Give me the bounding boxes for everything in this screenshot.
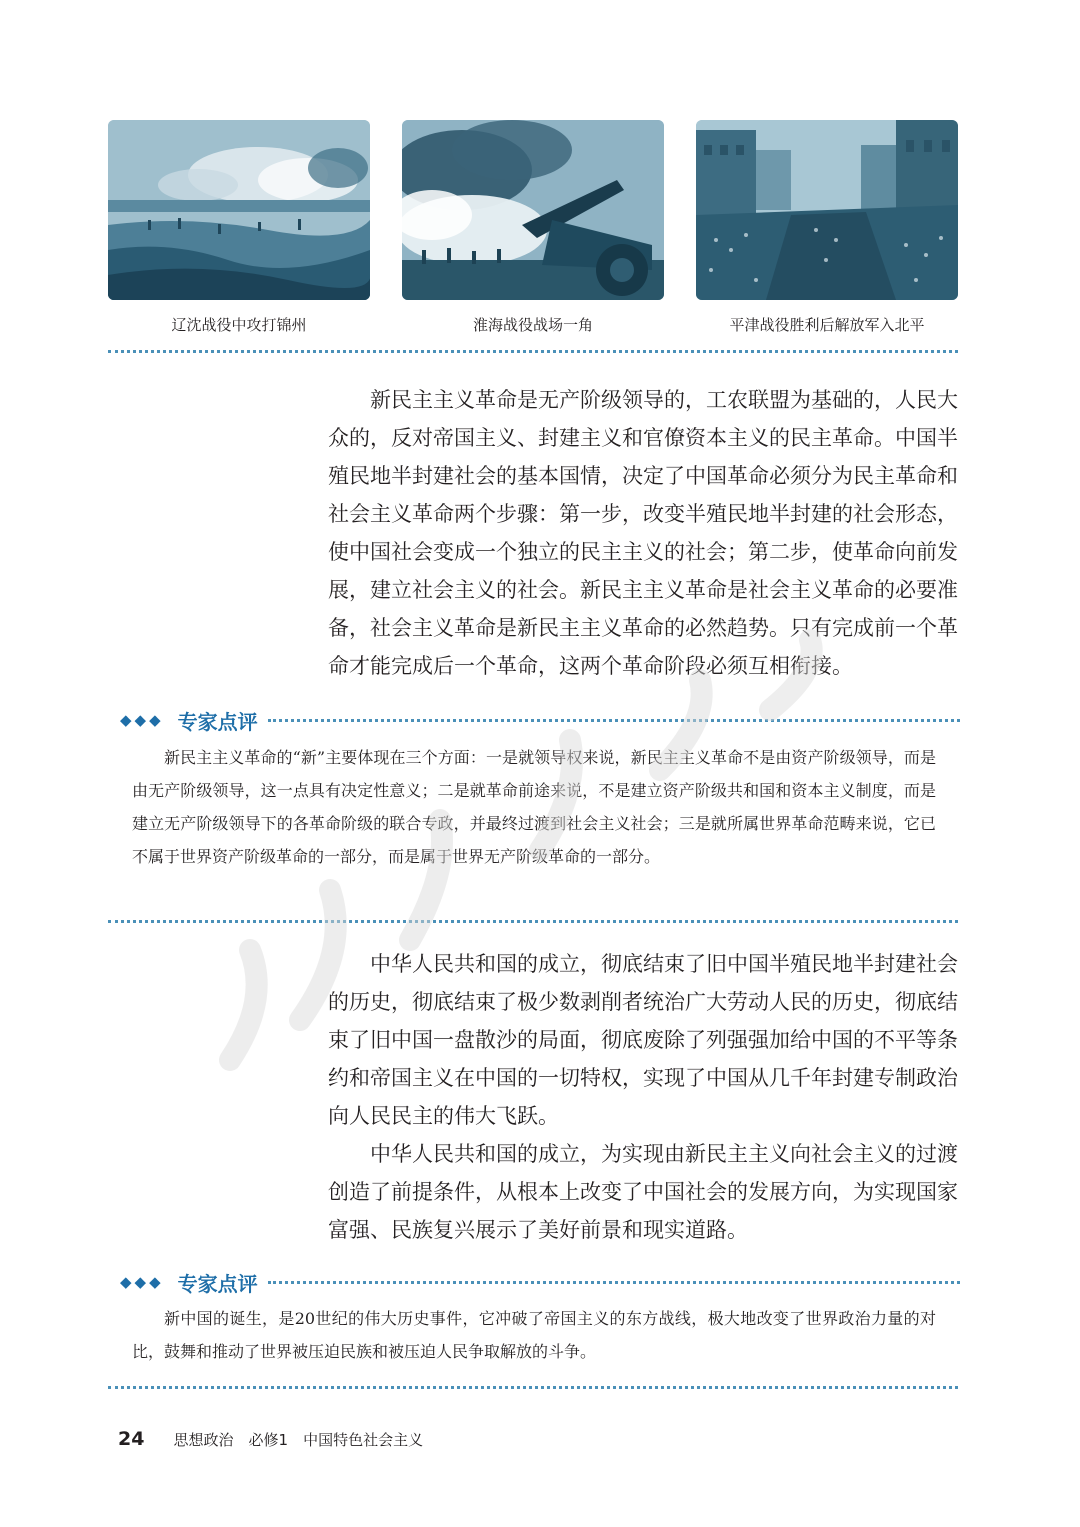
section-new-democratic-revolution [328, 381, 958, 685]
expert-comment-body [132, 1302, 936, 1368]
photo-jinzhou-battle [108, 120, 370, 300]
divider [268, 719, 960, 722]
photo-caption-jinzhou: 辽沈战役中攻打锦州 [171, 316, 307, 334]
body-paragraph: 新民主主义革命是无产阶级领导的，工农联盟为基础的，人民大众的，反对帝国主义、封建主义和官僚资本主义的民主革命。中国半殖民地半封建社会的基本国情，决定了中国革命必须分为民主革命和社会主义革命两个步骤：第一步，改变半殖民地半封建的社会形态，使中国社会变成一个独立的民主主义的社会；第二步，使革命向前发展，建立社会主义的社会。新民主主义革命是社会主义革命的必要准备，社会主义革命是新民主主义革命的必然趋势。只有完成前一个革命才能完成后一个革命，这两个革命阶段必须互相衔接。 [328, 388, 958, 678]
photo-row [108, 120, 958, 300]
body-paragraph: 中华人民共和国的成立，彻底结束了旧中国半殖民地半封建社会的历史，彻底结束了极少数剥削者统治广大劳动人民的历史，彻底结束了旧中国一盘散沙的局面，彻底废除了列强强加给中国的不平等条约和帝国主义在中国的一切特权，实现了中国从几千年封建专制政治向人民民主的伟大飞跃。 [328, 952, 958, 1128]
photo-caption-huaihai: 淮海战役战场一角 [472, 316, 593, 334]
book-title: 思想政治 必修1 中国特色社会主义 [173, 1431, 424, 1449]
expert-comment-title: 专家点评 [177, 709, 258, 734]
page-footer [118, 1428, 423, 1450]
photo-huaihai-battlefield [402, 120, 664, 300]
divider [268, 1281, 960, 1284]
diamond-bullet-icon: ◆◆◆ [120, 1273, 164, 1291]
expert-comment-body [132, 741, 936, 873]
divider [108, 350, 958, 353]
expert-comment-header [120, 707, 960, 733]
expert-comment-title: 专家点评 [177, 1271, 258, 1296]
body-paragraph: 中华人民共和国的成立，为实现由新民主主义向社会主义的过渡创造了前提条件，从根本上改变了中国社会的发展方向，为实现国家富强、民族复兴展示了美好前景和现实道路。 [328, 1142, 958, 1242]
expert-comment-text: 新中国的诞生，是20世纪的伟大历史事件，它冲破了帝国主义的东方战线，极大地改变了世界政治力量的对比，鼓舞和推动了世界被压迫民族和被压迫人民争取解放的斗争。 [132, 1309, 936, 1361]
divider [108, 1386, 958, 1389]
divider [108, 920, 958, 923]
photo-caption-peiping: 平津战役胜利后解放军入北平 [729, 316, 925, 334]
section-founding-of-prc [328, 945, 958, 1249]
page-number: 24 [118, 1428, 145, 1450]
photo-peiping-entry [696, 120, 958, 300]
expert-comment-text: 新民主主义革命的“新”主要体现在三个方面：一是就领导权来说，新民主主义革命不是由资产阶级领导，而是由无产阶级领导，这一点具有决定性意义；二是就革命前途来说，不是建立资产阶级共和国和资本主义制度，而是建立无产阶级领导下的各革命阶级的联合专政，并最终过渡到社会主义社会；三是就所属世界革命范畴来说，它已不属于世界资产阶级革命的一部分，而是属于世界无产阶级革命的一部分。 [132, 748, 936, 866]
expert-comment-header [120, 1269, 960, 1295]
diamond-bullet-icon: ◆◆◆ [120, 711, 164, 729]
